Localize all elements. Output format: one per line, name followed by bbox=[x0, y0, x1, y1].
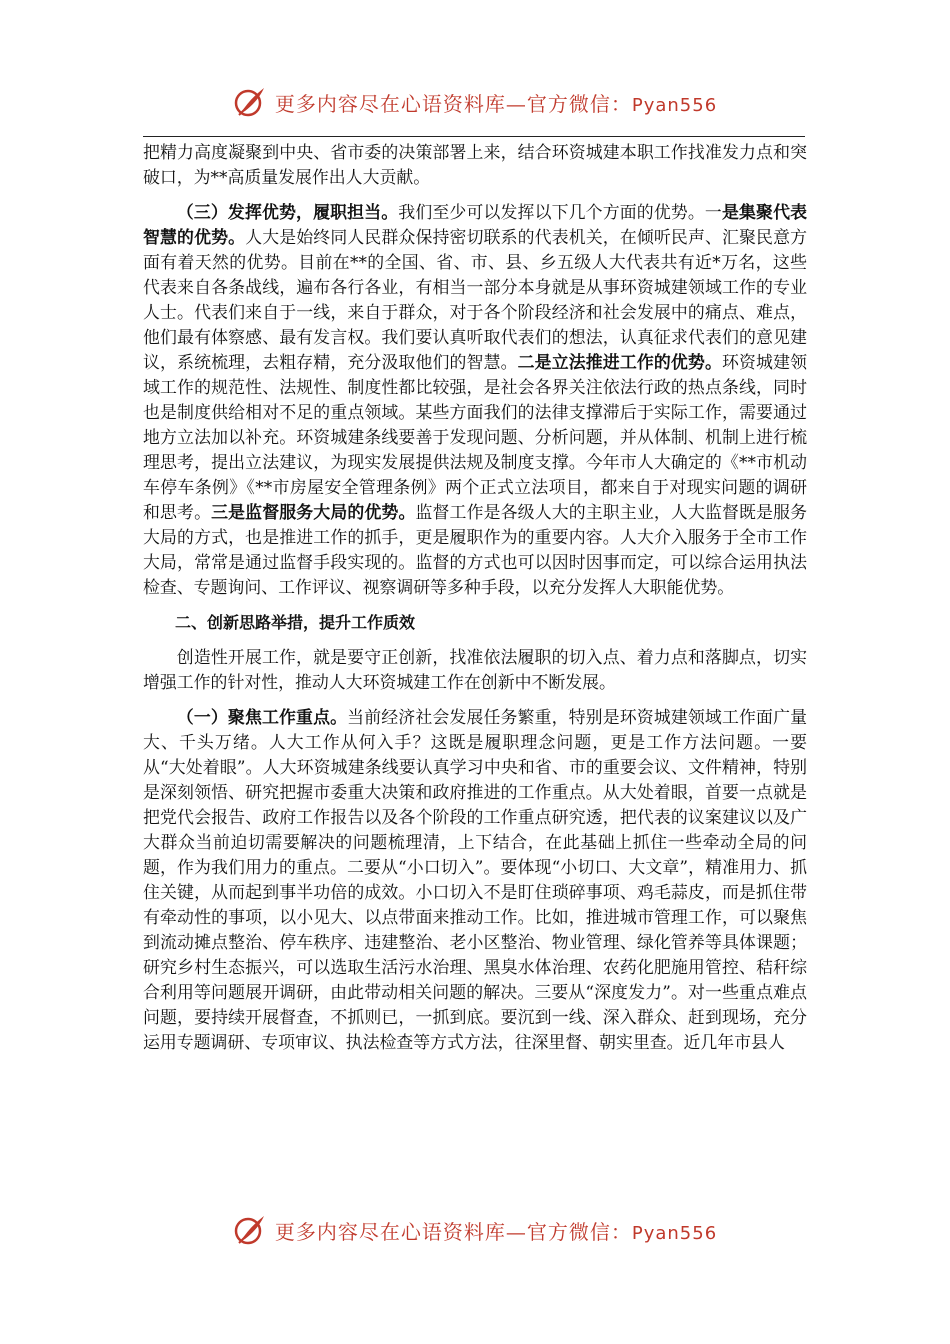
wechat-id: Pyan556 bbox=[631, 94, 718, 116]
point-1-title: 是集聚代表智慧的优势。 bbox=[143, 202, 808, 247]
point-3-title: 三是监督服务大局的优势。 bbox=[211, 502, 416, 522]
paragraph-continued: 把精力高度凝聚到中央、省市委的决策部署上来，结合环资城建本职工作找准发力点和突破口，为**高质量发展作出人大贡献。 bbox=[143, 142, 807, 187]
banner bbox=[233, 85, 717, 119]
header-banner bbox=[0, 72, 950, 132]
section-title-3: （三）发挥优势，履职担当。 bbox=[176, 202, 399, 222]
wechat-id: Pyan556 bbox=[631, 1222, 718, 1244]
banner-text: 更多内容尽在心语资料库—官方微信：Pyan556 bbox=[274, 1219, 718, 1244]
document-body bbox=[143, 140, 807, 1065]
banner bbox=[233, 1213, 717, 1247]
paragraph-innovation: 创造性开展工作，就是要守正创新，找准依法履职的切入点、着力点和落脚点，切实增强工作的针对性，推动人大环资城建工作在创新中不断发展。 bbox=[143, 647, 807, 692]
subsection-title-1: （一）聚焦工作重点。 bbox=[176, 707, 348, 727]
paragraph-advantages: （三）发挥优势，履职担当。我们至少可以发挥以下几个方面的优势。一是集聚代表智慧的优势。人大是始终同人民群众保持密切联系的代表机关，在倾听民声、汇聚民意方面有着天然的优势。目前在**的全国、省、市、县、乡五级人大代表共有近*万名，这些代表来自各条战线，遍布各行各业，有相当一部分本身就是从事环资城建领域工作的专业人士。代表们来自于一线，来自于群众，对于各个阶段经济和社会发展中的痛点、难点，他们最有体察感、最有发言权。我们要认真听取代表们的想法，认真征求代表们的意见建议，系统梳理，去粗存精，充分汲取他们的智慧。二是立法推进工作的优势。环资城建领域工作的规范性、法规性、制度性都比较强，是社会各界关注依法行政的热点条线，同时也是制度供给相对不足的重点领域。某些方面我们的法律支撑滞后于实际工作，需要通过地方立法加以补充。环资城建条线要善于发现问题、分析问题，并从体制、机制上进行梳理思考，提出立法建议，为现实发展提供法规及制度支撑。今年市人大确定的《**市机动车停车条例》《**市房屋安全管理条例》两个正式立法项目，都来自于对现实问题的调研和思考。三是监督服务大局的优势。监督工作是各级人大的主职主业，人大监督既是服务大局的方式，也是推进工作的抓手，更是履职作为的重要内容。人大介入服务于全市工作大局，常常是通过监督手段实现的。监督的方式也可以因时因事而定，可以综合运用执法检查、专题询问、工作评议、视察调研等多种手段，以充分发挥人大职能优势。 bbox=[143, 202, 808, 597]
quill-logo-icon bbox=[233, 1213, 267, 1247]
section-heading-2: 二、创新思路举措，提升工作质效 bbox=[175, 613, 416, 632]
paragraph-focus: （一）聚焦工作重点。当前经济社会发展任务繁重，特别是环资城建领域工作面广量大、千头万绪。人大工作从何入手？这既是履职理念问题，更是工作方法问题。一要从“大处着眼”。人大环资城建条线要认真学习中央和省、市的重要会议、文件精神，特别是深刻领悟、研究把握市委重大决策和政府推进的工作重点。从大处着眼，首要一点就是把党代会报告、政府工作报告以及各个阶段的工作重点研究透，把代表的议案建议以及广大群众当前迫切需要解决的问题梳理清，上下结合，在此基础上抓住一些牵动全局的问题，作为我们用力的重点。二要从“小口切入”。要体现“小切口、大文章”，精准用力、抓住关键，从而起到事半功倍的成效。小口切入不是盯住琐碎事项、鸡毛蒜皮，而是抓住带有牵动性的事项，以小见大、以点带面来推动工作。比如，推进城市管理工作，可以聚焦到流动摊点整治、停车秩序、违建整治、老小区整治、物业管理、绿化管养等具体课题；研究乡村生态振兴，可以选取生活污水治理、黑臭水体治理、农药化肥施用管控、秸秆综合利用等问题展开调研，由此带动相关问题的解决。三要从“深度发力”。对一些重点难点问题，要持续开展督查，不抓则已，一抓到底。要沉到一线、深入群众、赶到现场，充分运用专题调研、专项审议、执法检查等方式方法，往深里督、朝实里查。近几年市县人 bbox=[143, 707, 808, 1052]
banner-text: 更多内容尽在心语资料库—官方微信：Pyan556 bbox=[274, 91, 718, 116]
footer-banner bbox=[0, 1200, 950, 1260]
header-divider bbox=[143, 136, 805, 137]
point-2-title: 二是立法推进工作的优势。 bbox=[517, 352, 722, 372]
quill-logo-icon bbox=[233, 85, 267, 119]
